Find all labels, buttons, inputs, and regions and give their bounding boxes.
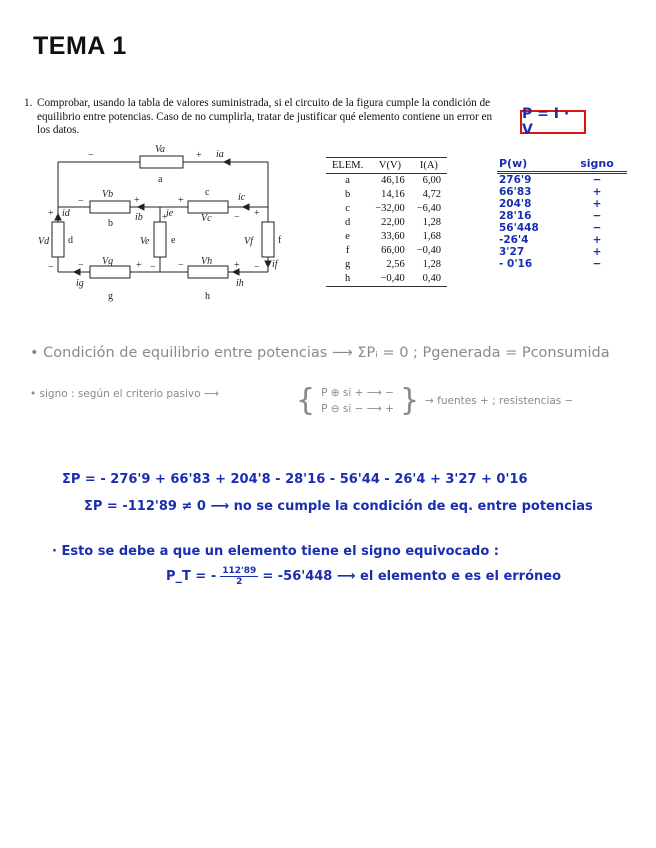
page-title: TEMA 1	[33, 32, 127, 60]
power-formula-box: P = I · V	[520, 110, 586, 134]
list-item: 66'83 +	[499, 186, 602, 198]
equilibrium-note: • Condición de equilibrio entre potencias ⟶ ΣPᵢ = 0 ; Pgenerada = Pconsumida	[30, 345, 610, 361]
label-ig: ig	[76, 278, 84, 289]
frac-numerator: 112'89	[222, 566, 257, 576]
pt-result: = -56'448 ⟶ el elemento e es el erróneo	[262, 569, 562, 584]
sign-minus: −	[150, 262, 156, 273]
sign-minus: −	[78, 196, 84, 207]
sign-plus: +	[178, 195, 184, 206]
label-id: id	[62, 208, 70, 219]
table-row: e 33,60 1,68	[345, 231, 442, 242]
sign-minus: −	[48, 262, 54, 273]
label-Vg: Vg	[102, 256, 114, 267]
sign-minus: −	[78, 260, 84, 271]
sign-minus: −	[178, 260, 184, 271]
resistor-d	[52, 222, 64, 257]
list-item: 204'8 +	[499, 198, 602, 210]
resistor-g	[90, 266, 130, 278]
problem-statement	[24, 97, 494, 138]
resistor-a	[140, 156, 183, 168]
col-current: I(A)	[411, 158, 447, 174]
label-ia: ia	[216, 149, 224, 160]
letter-b: b	[108, 218, 113, 229]
list-item: 276'9 −	[499, 174, 602, 186]
pt-label: P_T = -	[166, 569, 217, 584]
col-elem: ELEM.	[326, 158, 369, 174]
letter-e: e	[171, 235, 176, 246]
table-row: d 22,00 1,28	[344, 217, 442, 228]
table-row: h −0,40 0,40	[326, 272, 447, 287]
sign-minus: −	[88, 150, 94, 161]
label-Vf: Vf	[244, 236, 253, 247]
letter-a: a	[158, 174, 163, 185]
letter-g: g	[108, 291, 113, 302]
brace-line-positive: P ⊕ si + ⟶ −	[321, 387, 394, 399]
sign-header: signo	[580, 157, 614, 170]
label-Vc: Vc	[201, 213, 212, 224]
letter-d: d	[68, 235, 73, 246]
table-row: f 66,00 −0,40	[345, 245, 442, 256]
list-item: 28'16 −	[499, 210, 602, 222]
list-item: 56'448 −	[499, 222, 602, 234]
sign-plus: +	[234, 260, 240, 271]
sign-plus: +	[134, 195, 140, 206]
sign-minus: −	[254, 262, 260, 273]
problem-text: Comprobar, usando la tabla de valores suministrada, si el circuito de la figura cumple la condición de equilibrio entre potencias. Caso de no cumplirla, tratar de justificar qué elemento contiene un error en los datos.	[37, 97, 493, 137]
table-row: g 2,56 1,28	[344, 259, 442, 270]
sum-result: ΣP = -112'89 ≠ 0 ⟶ no se cumple la condición de eq. entre potencias	[84, 499, 593, 514]
values-table	[326, 157, 447, 287]
sign-rule-brace: { P ⊕ si + ⟶ − P ⊖ si − ⟶ + } → fuentes + ; resistencias −	[296, 383, 574, 418]
label-ie: ie	[166, 208, 174, 219]
label-Vb: Vb	[102, 189, 114, 200]
sign-plus: +	[254, 208, 260, 219]
list-item: 3'27 +	[499, 246, 602, 258]
label-Va: Va	[155, 144, 165, 155]
frac-denominator: 2	[236, 577, 243, 587]
circuit-diagram	[38, 140, 288, 302]
sign-plus: +	[196, 150, 202, 161]
sum-expression: ΣP = - 276'9 + 66'83 + 204'8 - 28'16 - 56'44 - 26'4 + 3'27 + 0'16	[62, 472, 528, 487]
label-ib: ib	[135, 212, 143, 223]
brace-line-negative: P ⊖ si − ⟶ +	[321, 403, 394, 415]
conclusion: · Esto se debe a que un elemento tiene el signo equivocado :	[52, 544, 499, 559]
pt-fraction	[220, 566, 258, 587]
resistor-e	[154, 222, 166, 257]
label-Vh: Vh	[201, 256, 213, 267]
label-if: if	[272, 259, 278, 270]
sign-plus: +	[136, 260, 142, 271]
table-row: a 46,16 6,00	[345, 175, 442, 186]
letter-h: h	[205, 291, 210, 302]
power-table	[497, 157, 627, 270]
letter-f: f	[278, 235, 282, 246]
list-item: -26'4 +	[499, 234, 602, 246]
label-ic: ic	[238, 192, 246, 203]
resistor-f	[262, 222, 274, 257]
pt-calculation	[166, 566, 561, 587]
power-header: P(w)	[499, 157, 528, 170]
letter-c: c	[205, 187, 210, 198]
resistor-b	[90, 201, 130, 213]
label-ih: ih	[236, 278, 244, 289]
col-voltage: V(V)	[369, 158, 411, 174]
table-row: c −32,00 −6,40	[345, 203, 442, 214]
label-Ve: Ve	[140, 236, 150, 247]
sign-plus: +	[162, 212, 168, 223]
sign-rule-note: • signo : según el criterio pasivo ⟶	[30, 388, 219, 400]
resistor-c	[188, 201, 228, 213]
sign-plus: +	[48, 208, 54, 219]
resistor-h	[188, 266, 228, 278]
label-Vd: Vd	[38, 236, 50, 247]
problem-number: 1.	[24, 97, 33, 109]
table-row: b 14,16 4,72	[344, 189, 442, 200]
brace-result: → fuentes + ; resistencias −	[425, 395, 574, 407]
list-item: - 0'16 −	[499, 258, 602, 270]
sign-minus: −	[234, 212, 240, 223]
